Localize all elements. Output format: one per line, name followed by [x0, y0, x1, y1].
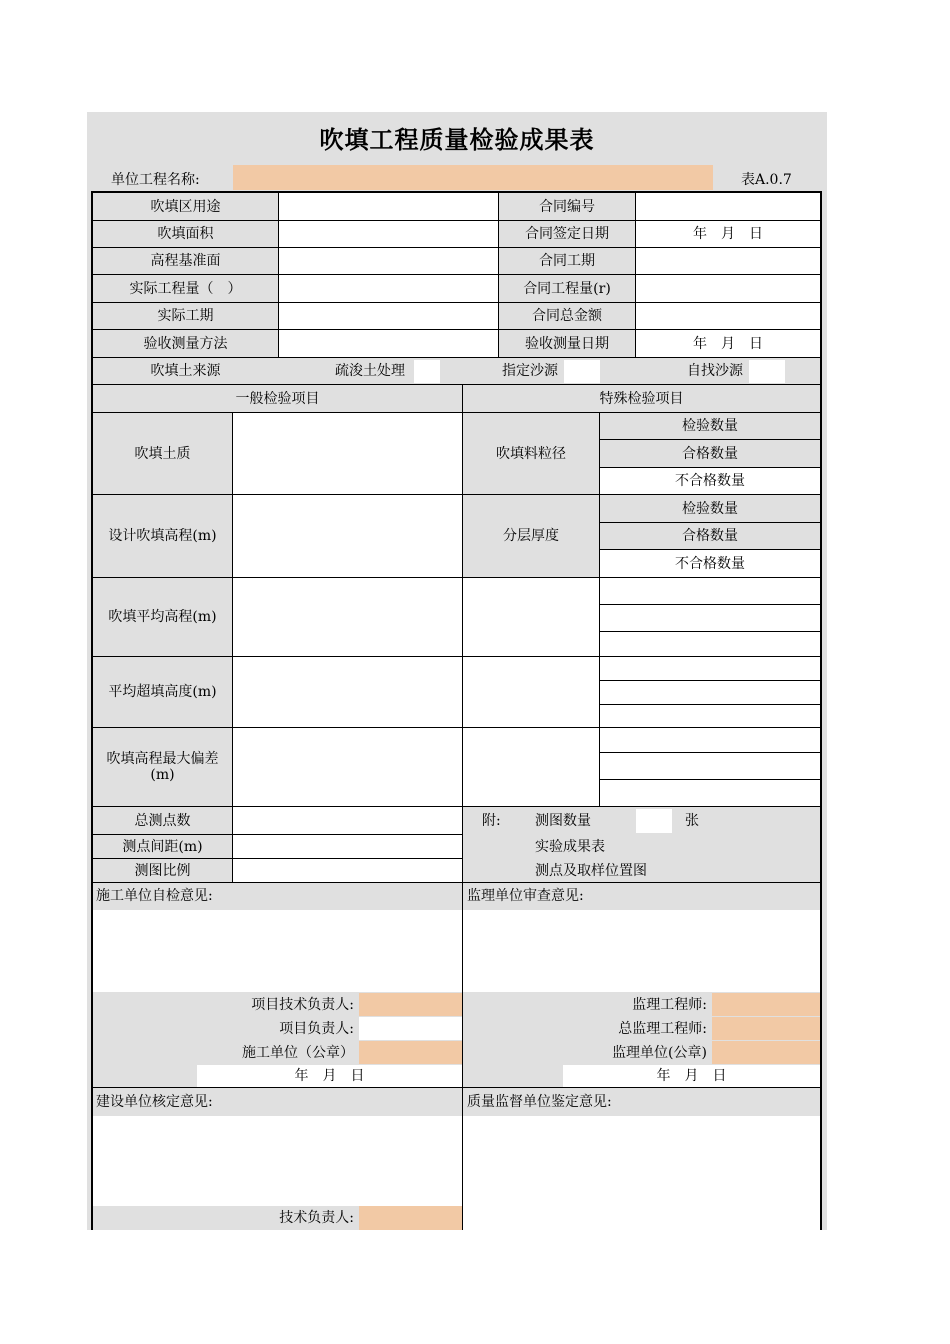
label-contract-duration: 合同工期 [539, 253, 595, 269]
label-engineer: 监理工程师: [632, 996, 707, 1013]
label-survey-date: 验收测量日期 [525, 335, 609, 352]
label-actual-quantity: 实际工程量（ ） [129, 280, 242, 297]
grid-line [498, 193, 499, 357]
input-total-points[interactable] [233, 807, 462, 834]
grid-line [93, 494, 820, 495]
input-supervisor-opinion[interactable] [463, 910, 820, 992]
grid-line [93, 274, 820, 275]
input-engineer[interactable] [712, 993, 820, 1016]
unit-project-input[interactable] [233, 165, 713, 190]
grid-line [93, 834, 462, 835]
label-point-spacing: 测点间距(m) [122, 838, 203, 855]
label-map-scale: 测图比例 [134, 862, 191, 879]
contractor-date[interactable]: 年 月 日 [197, 1065, 462, 1087]
input-owner-tech-lead[interactable] [359, 1206, 462, 1230]
grid-line [232, 413, 233, 882]
grid-line [600, 752, 820, 753]
input-overfill-height[interactable] [233, 657, 462, 727]
input-actual-duration[interactable] [279, 303, 498, 329]
form-code: 表A.0.7 [741, 172, 792, 188]
label-max-deviation: 吹填高程最大偏差(m) [106, 751, 219, 783]
input-average-elevation[interactable] [233, 578, 462, 656]
label-particle-size: 吹填料粒径 [496, 445, 566, 462]
grid-line [600, 779, 820, 780]
label-contract-amount: 合同总金额 [532, 308, 602, 324]
input-quality-opinion[interactable] [463, 1116, 820, 1230]
input-contractor-opinion[interactable] [93, 910, 462, 992]
label-inspect-count-1: 检验数量 [682, 418, 738, 434]
grid-line [93, 247, 820, 248]
label-owner-tech-lead: 技术负责人: [279, 1210, 354, 1226]
label-project-lead: 项目负责人: [279, 1020, 354, 1037]
input-contract-duration[interactable] [636, 248, 820, 274]
label-contractor-seal: 施工单位（公章） [242, 1044, 354, 1061]
label-supervisor-seal: 监理单位(公章) [612, 1044, 707, 1061]
grid-line [599, 413, 600, 806]
input-contract-amount[interactable] [636, 303, 820, 329]
input-contract-quantity[interactable] [636, 275, 820, 302]
input-owner-opinion[interactable] [93, 1116, 462, 1206]
grid-line [93, 412, 820, 413]
grid-line [93, 329, 820, 330]
page-title: 吹填工程质量检验成果表 [319, 126, 595, 154]
label-fill-purpose: 吹填区用途 [150, 198, 221, 215]
label-test-results: 实验成果表 [535, 838, 605, 855]
grid-line [600, 549, 820, 550]
label-contract-quantity: 合同工程量(r) [523, 280, 611, 297]
label-self-sand: 自找沙源 [687, 363, 743, 379]
grid-line [600, 522, 820, 523]
grid-line [93, 357, 820, 358]
label-contract-no: 合同编号 [539, 198, 595, 215]
grid-line [635, 193, 636, 357]
label-contract-date: 合同签定日期 [525, 226, 609, 242]
grid-line [93, 858, 462, 859]
grid-line [93, 302, 820, 303]
grid-line [93, 727, 820, 728]
label-fill-source: 吹填土来源 [150, 363, 221, 379]
input-tech-lead[interactable] [359, 993, 462, 1016]
input-survey-method[interactable] [279, 330, 498, 357]
input-design-elevation[interactable] [233, 495, 462, 577]
label-elevation-datum: 高程基准面 [150, 253, 221, 269]
grid-line [93, 882, 820, 883]
frame-top [91, 191, 822, 193]
input-contract-date[interactable]: 年 月 日 [636, 221, 820, 247]
special-blank-area[interactable] [463, 578, 820, 806]
label-fill-soil: 吹填土质 [134, 445, 191, 462]
input-survey-date[interactable]: 年 月 日 [636, 330, 820, 357]
grid-line [93, 577, 820, 578]
label-position-map: 测点及取样位置图 [535, 862, 647, 879]
checkbox-self-sand[interactable] [749, 360, 785, 383]
label-chief-engineer: 总监理工程师: [618, 1020, 707, 1037]
label-overfill-height: 平均超填高度(m) [108, 684, 217, 700]
label-map-count: 测图数量 [535, 812, 591, 829]
frame-left [91, 191, 93, 1230]
grid-line [93, 656, 820, 657]
label-actual-duration: 实际工期 [157, 308, 214, 324]
supervisor-date[interactable]: 年 月 日 [563, 1065, 820, 1087]
label-quality-opinion: 质量监督单位鉴定意见: [467, 1093, 612, 1110]
input-contract-no[interactable] [636, 193, 820, 220]
label-survey-method: 验收测量方法 [143, 335, 228, 352]
label-owner-opinion: 建设单位核定意见: [96, 1093, 213, 1110]
grid-line [462, 385, 463, 1230]
label-fill-area: 吹填面积 [157, 226, 214, 242]
grid-line [600, 439, 820, 440]
input-map-count[interactable] [636, 809, 672, 833]
input-point-spacing[interactable] [233, 835, 462, 858]
input-project-lead[interactable] [359, 1017, 462, 1040]
label-designated-sand: 指定沙源 [502, 363, 558, 379]
frame-right [820, 191, 822, 1230]
label-pass-count-2: 合格数量 [682, 528, 738, 544]
grid-line [93, 1087, 820, 1088]
grid-line [93, 384, 820, 385]
grid-line [278, 193, 279, 357]
input-actual-quantity[interactable] [279, 275, 498, 302]
input-elevation-datum[interactable] [279, 248, 498, 274]
label-supervisor-opinion: 监理单位审查意见: [467, 888, 584, 904]
label-total-points: 总测点数 [134, 812, 191, 829]
input-fill-purpose[interactable] [279, 193, 498, 220]
label-design-elevation: 设计吹填高程(m) [108, 528, 217, 544]
label-pass-count-1: 合格数量 [682, 445, 738, 462]
grid-line [600, 467, 820, 468]
label-tech-lead: 项目技术负责人: [251, 996, 354, 1013]
label-fail-count-2: 不合格数量 [600, 550, 820, 577]
checkbox-designated-sand[interactable] [564, 360, 600, 383]
grid-line [600, 631, 820, 632]
section-general: 一般检验项目 [235, 390, 320, 407]
input-chief-engineer[interactable] [712, 1017, 820, 1040]
section-special: 特殊检验项目 [599, 390, 684, 407]
input-fill-area[interactable] [279, 221, 498, 247]
input-fill-soil[interactable] [233, 413, 462, 494]
grid-line [93, 806, 820, 807]
label-sheets: 张 [685, 812, 699, 829]
input-max-deviation[interactable] [233, 728, 462, 806]
checkbox-dredge-soil[interactable] [414, 360, 440, 383]
label-inspect-count-2: 检验数量 [682, 500, 738, 517]
input-contractor-seal[interactable] [359, 1041, 462, 1064]
grid-line [93, 220, 820, 221]
label-layer-thickness: 分层厚度 [503, 528, 559, 544]
label-attach: 附: [482, 812, 501, 829]
input-supervisor-seal[interactable] [712, 1041, 820, 1064]
input-map-scale[interactable] [233, 859, 462, 882]
grid-line [600, 680, 820, 681]
label-dredge-soil: 疏浚土处理 [335, 363, 405, 379]
grid-line [600, 704, 820, 705]
label-average-elevation: 吹填平均高程(m) [108, 609, 217, 625]
label-contractor-opinion: 施工单位自检意见: [96, 888, 213, 904]
grid-line [600, 604, 820, 605]
label-fail-count-1: 不合格数量 [600, 468, 820, 494]
unit-project-label: 单位工程名称: [111, 172, 200, 188]
